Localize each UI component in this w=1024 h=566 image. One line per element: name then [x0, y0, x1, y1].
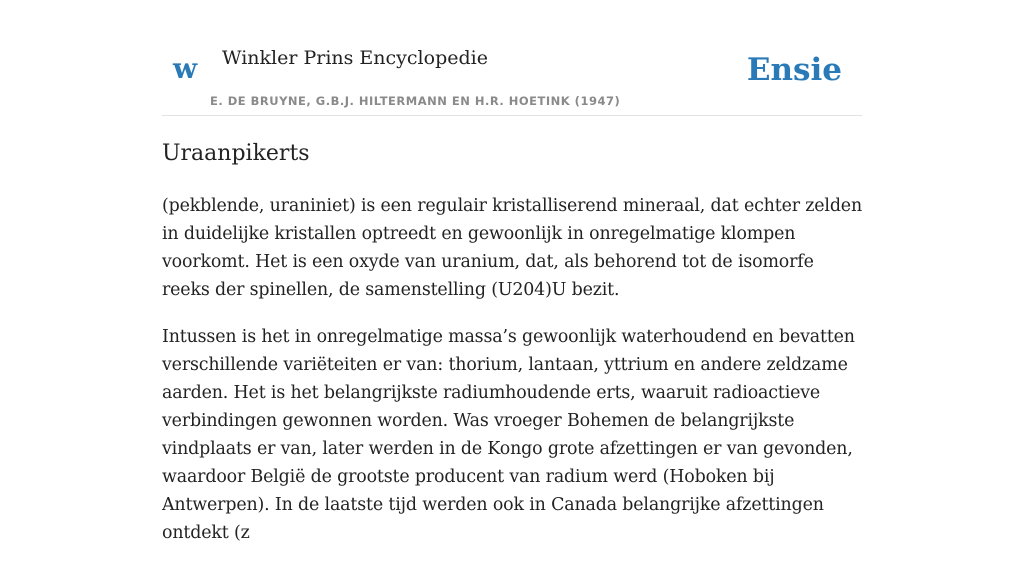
article-paragraph: Intussen is het in onregelmatige massa’s gewoonlijk waterhoudend en bevatten verschillende variëteiten er van: thorium, lantaan, yttrium en andere zeldzame aarden. Het is het belangrijkste radiumhoudende erts, waaruit radioactieve verbindingen gewonnen worden. Was vroeger Bohemen de belangrijkste vindplaats er van, later werden in de Kongo grote afzettingen er van gevonden, waardoor België de grootste producent van radium werd (Hoboken bij Antwerpen). In de laatste tijd werden ook in Canada belangrijke afzettingen ontdekt (z [162, 327, 855, 543]
article-title: Uraanpikerts [162, 141, 310, 166]
logo-w-icon[interactable]: w [173, 52, 198, 85]
header-divider [162, 115, 862, 116]
article-paragraph: (pekblende, uraniniet) is een regulair kristalliserend mineraal, dat echter zelden in duidelijke kristallen optreedt en gewoonlijk in onregelmatige klompen voorkomt. Het is een oxyde van uranium, dat, als behorend tot de isomorfe reeks der spinellen, de samenstelling (U204)U bezit. [162, 196, 862, 300]
publication-authors: E. DE BRUYNE, G.B.J. HILTERMANN EN H.R. HOETINK (1947) [210, 94, 621, 108]
publication-title[interactable]: Winkler Prins Encyclopedie [222, 47, 488, 69]
article-body [162, 192, 862, 566]
ensie-brand-logo[interactable]: Ensie [746, 52, 842, 88]
